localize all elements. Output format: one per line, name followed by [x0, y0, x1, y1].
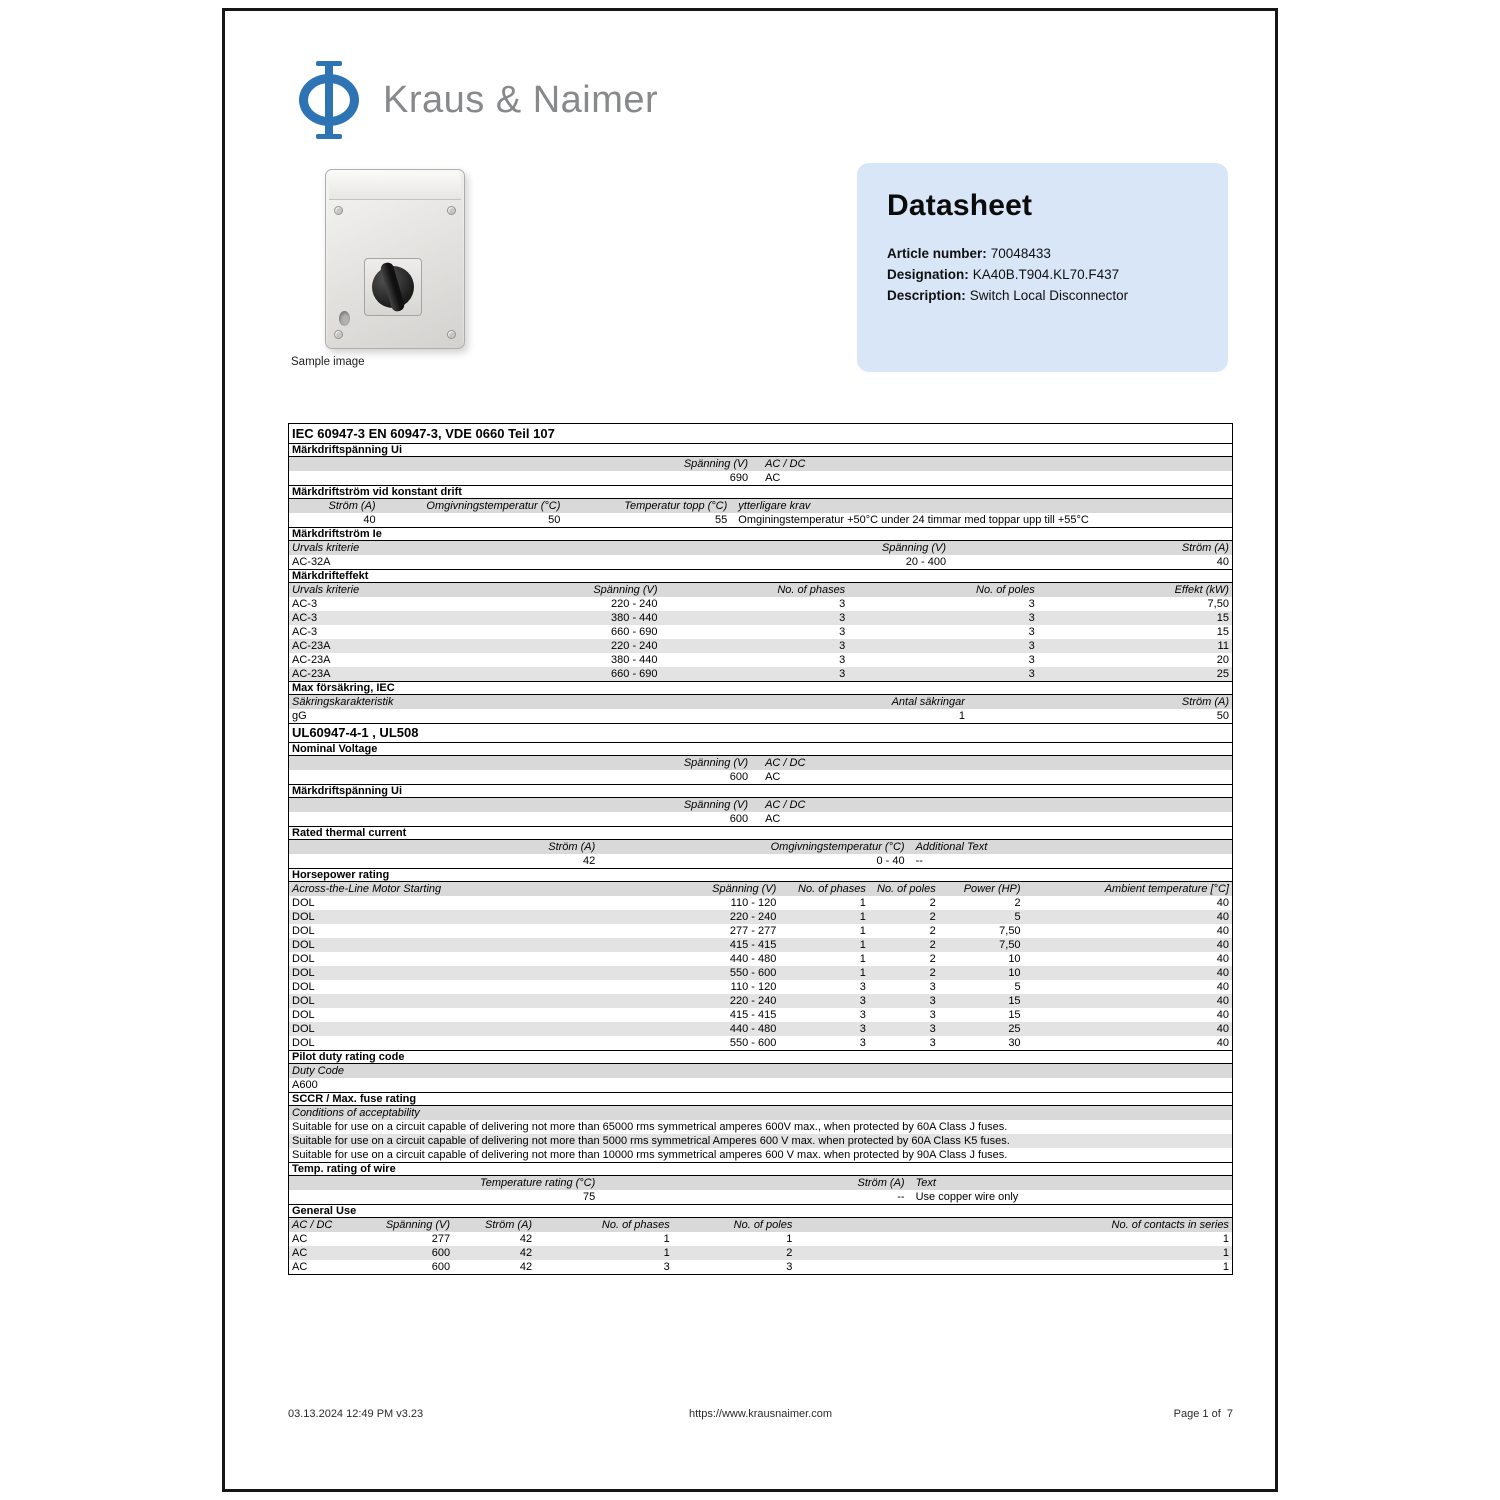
table-cell: 10 [1008, 953, 1021, 965]
table-cell: Suitable for use on a circuit capable of delivering not more than 5000 rms symmetrical Amperes 600 V max. when protected by 60A Class K5 fuses. [292, 1135, 1010, 1147]
table-cell: 3 [929, 1023, 936, 1035]
table-cell: 3 [839, 626, 846, 638]
column-header-cell: Power (HP) [963, 883, 1021, 895]
table-row [289, 611, 1232, 625]
table-subsection-title: Nominal Voltage [289, 742, 1232, 756]
table-column-header-row [289, 541, 1232, 555]
table-cell: 2 [1014, 897, 1021, 909]
datasheet-info-box [857, 163, 1228, 372]
table-subsection-title: Märkdriftström Ie [289, 527, 1232, 541]
table-cell: 3 [929, 995, 936, 1007]
table-cell: 660 - 690 [611, 668, 658, 680]
table-cell: 42 [519, 1261, 533, 1273]
table-cell: 40 [1216, 1023, 1229, 1035]
table-row [289, 597, 1232, 611]
table-cell: 3 [859, 1009, 866, 1021]
table-column-header-row [289, 695, 1232, 709]
table-cell: Use copper wire only [915, 1191, 1019, 1203]
column-header-cell: Ström (A) [1181, 696, 1229, 708]
table-row [289, 1148, 1232, 1162]
table-cell: AC-23A [292, 654, 331, 666]
column-header-cell: Spänning (V) [385, 1219, 451, 1231]
table-section-heading: UL60947-4-1 , UL508 [289, 723, 1232, 742]
column-header-cell: AC / DC [765, 799, 806, 811]
table-cell: 1 [859, 967, 866, 979]
column-header-cell: No. of phases [777, 584, 846, 596]
table-cell: 440 - 480 [729, 953, 777, 965]
table-cell: 550 - 600 [729, 1037, 777, 1049]
table-cell: 220 - 240 [611, 640, 658, 652]
table-cell: DOL [292, 925, 315, 937]
table-row [289, 952, 1232, 966]
table-row [289, 667, 1232, 681]
column-header-cell: AC / DC [765, 757, 806, 769]
table-cell: 25 [1216, 668, 1229, 680]
table-cell: AC-3 [292, 598, 318, 610]
table-cell: Omginingstemperatur +50°C under 24 timmar med toppar upp till +55°C [738, 514, 1089, 526]
table-row [289, 994, 1232, 1008]
table-cell: 3 [1028, 612, 1035, 624]
table-cell: -- [897, 1191, 905, 1203]
column-header-cell: ytterligare krav [738, 500, 811, 512]
table-cell: 3 [1028, 654, 1035, 666]
table-section-heading: IEC 60947-3 EN 60947-3, VDE 0660 Teil 107 [292, 425, 555, 441]
table-subsection-title: Temp. rating of wire [289, 1162, 1232, 1176]
table-cell: 600 [729, 771, 749, 783]
column-header-cell: No. of phases [798, 883, 866, 895]
table-row [289, 924, 1232, 938]
column-header-cell: No. of poles [877, 883, 936, 895]
table-cell: 550 - 600 [729, 967, 777, 979]
table-cell: 1 [859, 925, 866, 937]
table-cell: 1 [859, 897, 866, 909]
column-header-cell: Omgivningstemperatur (°C) [426, 500, 561, 512]
table-cell: 3 [1028, 668, 1035, 680]
column-header-cell: Across-the-Line Motor Starting [292, 883, 442, 895]
table-row [289, 1120, 1232, 1134]
table-cell: 42 [519, 1247, 533, 1259]
table-cell: 0 - 40 [876, 855, 905, 867]
column-header-cell: Omgivningstemperatur (°C) [770, 841, 905, 853]
table-column-header-row [289, 882, 1232, 896]
column-header-cell: No. of poles [733, 1219, 793, 1231]
article-number-value: 70048433 [990, 246, 1051, 261]
column-header-cell: Spänning (V) [712, 883, 777, 895]
table-row [289, 770, 1232, 784]
table-cell: 40 [1216, 911, 1229, 923]
table-cell: AC-23A [292, 640, 331, 652]
table-row [289, 709, 1232, 723]
table-cell: 15 [1216, 612, 1229, 624]
table-row [289, 938, 1232, 952]
description-value: Switch Local Disconnector [969, 288, 1129, 303]
table-cell: 20 [1216, 654, 1229, 666]
table-cell: 20 - 400 [905, 556, 947, 568]
description-label: Description: [887, 288, 966, 303]
table-row [289, 1260, 1232, 1274]
table-cell: 440 - 480 [729, 1023, 777, 1035]
screw-icon [334, 206, 343, 215]
article-number-label: Article number: [887, 246, 987, 261]
brand-logo [297, 61, 658, 139]
table-row [289, 513, 1232, 527]
table-cell: 3 [929, 1009, 936, 1021]
table-cell: A600 [292, 1079, 318, 1091]
table-cell: 1 [1222, 1247, 1229, 1259]
table-cell: DOL [292, 967, 315, 979]
table-cell: 220 - 240 [729, 911, 777, 923]
table-column-header-row [289, 840, 1232, 854]
column-header-cell: Temperature rating (°C) [480, 1177, 596, 1189]
table-cell: 3 [839, 612, 846, 624]
table-cell: 600 [729, 813, 749, 825]
table-cell: AC [292, 1261, 308, 1273]
table-cell: 2 [929, 953, 936, 965]
column-header-cell: Ambient temperature [°C] [1104, 883, 1229, 895]
table-cell: 3 [1028, 640, 1035, 652]
article-number-line [887, 243, 1198, 264]
sample-image-caption: Sample image [291, 356, 365, 368]
table-cell: -- [915, 855, 923, 867]
table-cell: 2 [929, 967, 936, 979]
table-cell: AC-23A [292, 668, 331, 680]
table-cell: 3 [839, 668, 846, 680]
table-cell: 7,50 [999, 925, 1021, 937]
column-header-cell: Säkringskarakteristik [292, 696, 394, 708]
table-cell: 50 [548, 514, 561, 526]
table-subsection-title: Pilot duty rating code [289, 1050, 1232, 1064]
column-header-cell: Ström (A) [485, 1219, 533, 1231]
table-cell: 3 [929, 1037, 936, 1049]
table-cell: 15 [1216, 626, 1229, 638]
table-cell: 3 [929, 981, 936, 993]
table-cell: 660 - 690 [611, 626, 658, 638]
logo-circle [299, 74, 359, 126]
screw-icon [447, 206, 456, 215]
table-cell: 40 [1216, 967, 1229, 979]
table-column-header-row [289, 1106, 1232, 1120]
table-cell: 3 [859, 1023, 866, 1035]
table-cell: DOL [292, 981, 315, 993]
table-cell: AC [765, 813, 781, 825]
screw-icon [334, 330, 343, 339]
table-subsection-title: Rated thermal current [289, 826, 1232, 840]
table-row [289, 980, 1232, 994]
column-header-cell: Additional Text [915, 841, 988, 853]
table-cell: 110 - 120 [730, 897, 777, 909]
table-cell: 380 - 440 [611, 612, 658, 624]
table-cell: AC-3 [292, 626, 318, 638]
table-cell: 3 [786, 1261, 793, 1273]
table-column-header-row [289, 457, 1232, 471]
table-cell: 50 [1216, 710, 1229, 722]
table-column-header-row [289, 583, 1232, 597]
table-row [289, 1008, 1232, 1022]
table-cell: 2 [929, 925, 936, 937]
table-cell: 3 [1028, 598, 1035, 610]
table-cell: AC [765, 472, 781, 484]
table-cell: 1 [859, 939, 866, 951]
table-subsection-title: Märkdriftström vid konstant drift [289, 485, 1232, 499]
table-cell: 15 [1008, 1009, 1021, 1021]
column-header-cell: Urvals kriterie [292, 584, 360, 596]
table-cell: 7,50 [1207, 598, 1229, 610]
switch-plate [364, 258, 422, 316]
table-cell: 30 [1008, 1037, 1021, 1049]
column-header-cell: Spänning (V) [881, 542, 947, 554]
table-cell: AC [765, 771, 781, 783]
table-subsection-title: Horsepower rating [289, 868, 1232, 882]
column-header-cell: Spänning (V) [683, 458, 749, 470]
table-cell: 2 [786, 1247, 793, 1259]
table-cell: 1 [786, 1233, 793, 1245]
table-cell: AC-32A [292, 556, 331, 568]
table-cell: 2 [929, 939, 936, 951]
column-header-cell: No. of contacts in series [1111, 1219, 1229, 1231]
enclosure-body [325, 169, 465, 349]
table-column-header-row [289, 798, 1232, 812]
table-row [289, 1190, 1232, 1204]
table-cell: 277 - 277 [729, 925, 777, 937]
column-header-cell: Ström (A) [857, 1177, 905, 1189]
table-row [289, 653, 1232, 667]
table-column-header-row [289, 499, 1232, 513]
column-header-cell: Ström (A) [1181, 542, 1229, 554]
column-header-cell: Spänning (V) [683, 757, 749, 769]
table-cell: 25 [1008, 1023, 1021, 1035]
column-header-cell: No. of phases [601, 1219, 670, 1231]
table-cell: 220 - 240 [729, 995, 777, 1007]
table-cell: 7,50 [999, 939, 1021, 951]
table-cell: 42 [519, 1233, 533, 1245]
table-cell: 40 [1216, 1037, 1229, 1049]
table-cell: 40 [1216, 556, 1229, 568]
table-cell: 75 [583, 1191, 596, 1203]
table-subsection-title: Märkdriftspänning Ui [289, 784, 1232, 798]
table-cell: 380 - 440 [611, 654, 658, 666]
datasheet-title: Datasheet [887, 189, 1033, 222]
column-header-cell: Ström (A) [328, 500, 376, 512]
column-header-cell: Antal säkringar [891, 696, 965, 708]
table-subsection-title: General Use [289, 1204, 1232, 1218]
table-cell: 40 [1216, 925, 1229, 937]
table-cell: DOL [292, 1037, 315, 1049]
table-cell: 3 [839, 654, 846, 666]
table-column-header-row [289, 1176, 1232, 1190]
table-cell: 277 [431, 1233, 451, 1245]
designation-value: KA40B.T904.KL70.F437 [972, 267, 1120, 282]
column-header-cell: No. of poles [976, 584, 1035, 596]
table-cell: AC-3 [292, 612, 318, 624]
table-row [289, 896, 1232, 910]
table-cell: 220 - 240 [611, 598, 658, 610]
table-cell: 1 [663, 1233, 670, 1245]
column-header-cell: Urvals kriterie [292, 542, 360, 554]
page-footer [288, 1408, 1233, 1420]
table-row [289, 639, 1232, 653]
designation-label: Designation: [887, 267, 969, 282]
table-subsection-title: SCCR / Max. fuse rating [289, 1092, 1232, 1106]
table-row [289, 812, 1232, 826]
table-column-header-row [289, 1218, 1232, 1232]
table-cell: DOL [292, 995, 315, 1007]
table-cell: 1 [1222, 1233, 1229, 1245]
table-row [289, 1022, 1232, 1036]
table-cell: 415 - 415 [729, 1009, 777, 1021]
datasheet-page [222, 8, 1278, 1492]
table-row [289, 1078, 1232, 1092]
table-cell: 15 [1008, 995, 1021, 1007]
table-cell: 1 [663, 1247, 670, 1259]
designation-line [887, 264, 1198, 285]
table-column-header-row [289, 756, 1232, 770]
table-column-header-row [289, 1064, 1232, 1078]
table-cell: 1 [1222, 1261, 1229, 1273]
table-cell: 110 - 120 [730, 981, 777, 993]
column-header-cell: Conditions of acceptability [292, 1107, 420, 1119]
table-row [289, 1134, 1232, 1148]
column-header-cell: AC / DC [765, 458, 806, 470]
product-sample-image [325, 169, 465, 349]
table-cell: 1 [958, 710, 965, 722]
cable-gland [339, 311, 350, 326]
table-cell: gG [292, 710, 307, 722]
table-cell: 3 [839, 640, 846, 652]
table-cell: DOL [292, 939, 315, 951]
table-cell: 2 [929, 897, 936, 909]
table-cell: DOL [292, 953, 315, 965]
table-cell: Suitable for use on a circuit capable of delivering not more than 10000 rms symmetrical amperes 600 V max. when protected by 90A Class J fuses. [292, 1149, 1008, 1161]
column-header-cell: Temperatur topp (°C) [624, 500, 728, 512]
column-header-cell: Duty Code [292, 1065, 344, 1077]
table-cell: 3 [839, 598, 846, 610]
kraus-naimer-logo-icon [297, 61, 361, 139]
table-cell: AC [292, 1233, 308, 1245]
column-header-cell: Ström (A) [548, 841, 596, 853]
table-cell: 3 [859, 995, 866, 1007]
rotary-knob [372, 266, 414, 308]
table-cell: 415 - 415 [729, 939, 777, 951]
table-subsection-title: Märkdrifteffekt [289, 569, 1232, 583]
column-header-cell: Spänning (V) [683, 799, 749, 811]
table-subsection-title: Märkdriftspänning Ui [289, 443, 1232, 457]
table-cell: 5 [1014, 911, 1021, 923]
table-cell: DOL [292, 911, 315, 923]
table-subsection-title: Max försäkring, IEC [289, 681, 1232, 695]
table-row [289, 625, 1232, 639]
table-cell: 40 [363, 514, 376, 526]
table-row [289, 1036, 1232, 1050]
table-cell: 690 [729, 472, 749, 484]
screw-icon [447, 330, 456, 339]
table-cell: 600 [431, 1247, 451, 1259]
table-cell: 42 [583, 855, 596, 867]
column-header-cell: AC / DC [292, 1219, 333, 1231]
table-row [289, 471, 1232, 485]
table-cell: 40 [1216, 1009, 1229, 1021]
table-row [289, 910, 1232, 924]
table-cell: 40 [1216, 897, 1229, 909]
table-row [289, 1246, 1232, 1260]
column-header-cell: Spänning (V) [593, 584, 658, 596]
table-cell: 40 [1216, 953, 1229, 965]
table-cell: DOL [292, 1009, 315, 1021]
table-cell: AC [292, 1247, 308, 1259]
brand-name: Kraus & Naimer [383, 78, 659, 121]
table-cell: 5 [1014, 981, 1021, 993]
table-row [289, 966, 1232, 980]
table-cell: 3 [859, 981, 866, 993]
footer-timestamp: 03.13.2024 12:49 PM v3.23 [288, 1408, 424, 1420]
table-cell: 3 [859, 1037, 866, 1049]
logo-cap-bottom [316, 134, 342, 139]
table-row [289, 1232, 1232, 1246]
table-cell: 40 [1216, 981, 1229, 993]
table-cell: 2 [929, 911, 936, 923]
table-cell: DOL [292, 897, 315, 909]
table-cell: 11 [1217, 640, 1229, 652]
rotary-knob-handle [379, 261, 405, 313]
table-cell: 1 [859, 953, 866, 965]
table-cell: 3 [663, 1261, 670, 1273]
footer-page-number: Page 1 of 7 [1173, 1408, 1233, 1420]
column-header-cell: Effekt (kW) [1174, 584, 1229, 596]
table-cell: 10 [1008, 967, 1021, 979]
table-cell: 40 [1216, 939, 1229, 951]
table-cell: 40 [1216, 995, 1229, 1007]
spec-table [288, 423, 1233, 1275]
table-cell: 3 [1028, 626, 1035, 638]
table-row [289, 854, 1232, 868]
table-cell: DOL [292, 1023, 315, 1035]
enclosure-top-face [329, 172, 461, 200]
table-cell: 55 [715, 514, 728, 526]
table-cell: 1 [859, 911, 866, 923]
description-line [887, 285, 1198, 306]
column-header-cell: Text [915, 1177, 936, 1189]
footer-url: https://www.krausnaimer.com [688, 1408, 833, 1420]
table-cell: Suitable for use on a circuit capable of delivering not more than 65000 rms symmetrical amperes 600V max., when protected by 60A Class J fuses. [292, 1121, 1008, 1133]
table-row [289, 555, 1232, 569]
table-cell: 600 [431, 1261, 451, 1273]
